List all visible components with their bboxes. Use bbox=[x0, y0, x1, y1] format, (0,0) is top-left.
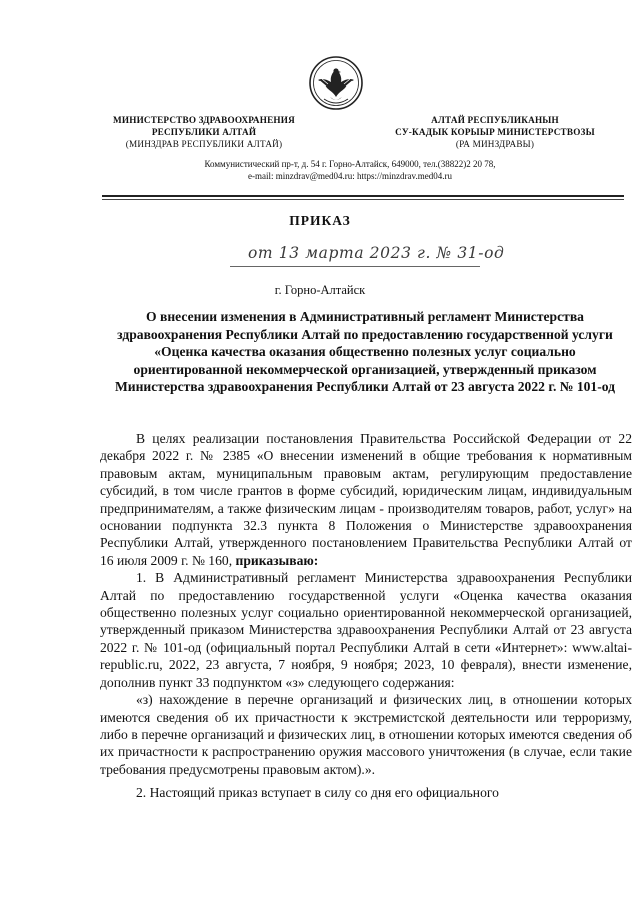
ministry-name-ru: МИНИСТЕРСТВО ЗДРАВООХРАНЕНИЯ bbox=[113, 115, 295, 125]
email-web-line: e-mail: minzdrav@med04.ru: https://minzdrav.med04.ru bbox=[248, 171, 452, 181]
date-underline bbox=[230, 266, 480, 267]
paragraph-item-2: 2. Настоящий приказ вступает в силу со дня его официального bbox=[136, 785, 499, 801]
preamble-text: В целях реализации постановления Правительства Российской Федерации от 22 декабря 2022 г. № 2385 «О внесении изменений в общие требования к нормативным правовым актам, муниципальным правовым актам, регулирующим предоставление субсидий, в том числе грантов в форме субсидий, юридическим лицам, индивидуальным предпринимателям, а также физическим лицам - производителям товаров, работ, услуг» на основании подпункта 32.3 пункта 8 Положения о Министерстве здравоохранения Республики Алтай, утвержденного постановлением Правительства Республики Алтай от 16 июля 2009 г. № 160, bbox=[100, 431, 632, 568]
order-heading: О внесении изменения в Административный регламент Министерства здравоохранения Республики Алтай по предоставлению государственной услуги «Оценка качества оказания общественно полезных услуг социально ориентированной некоммерческой организацией, утвержденный приказом Министерства здравоохранения Республики Алтай от 23 августа 2022 г. № 101-од bbox=[114, 309, 616, 394]
paragraph-preamble bbox=[100, 430, 632, 569]
header-right-block bbox=[382, 114, 608, 150]
contact-info bbox=[150, 158, 550, 182]
ministry-short-ru: (МИНЗДРАВ РЕСПУБЛИКИ АЛТАЙ) bbox=[125, 139, 283, 149]
republic-name-ru: РЕСПУБЛИКИ АЛТАЙ bbox=[151, 127, 257, 137]
paragraph-subitem-z: «з) нахождение в перечне организаций и физических лиц, в отношении которых имеются сведения об их причастности к экстремистской деятельности или терроризму, либо в перечне организаций и физических лиц, в отношении которых имеются сведения об их причастности к распространению оружия массового уничтожения (в случае, если такие требования предусмотрены правовым актом).». bbox=[100, 692, 632, 777]
handwritten-date-number: от 13 марта 2023 г. № 31-од bbox=[248, 244, 505, 262]
republic-name-alt: АЛТАЙ РЕСПУБЛИКАНЫН bbox=[431, 115, 559, 125]
order-body bbox=[100, 430, 632, 802]
ministry-short-alt: (РА МИНЗДРАВЫ) bbox=[455, 139, 535, 149]
coat-of-arms-icon bbox=[308, 55, 364, 111]
header-divider-thick bbox=[102, 195, 624, 197]
ministry-name-alt: СУ-КАДЫК КОРЫЫР МИНИСТЕРСТВОЗЫ bbox=[395, 127, 595, 137]
header-divider-thin bbox=[102, 199, 624, 200]
paragraph-item-1: 1. В Административный регламент Министерства здравоохранения Республики Алтай по предоставлению государственной услуги «Оценка качества оказания общественно полезных услуг социально ориентированной некоммерческой организацией, утвержденный приказом Министерства здравоохранения Республики Алтай от 23 августа 2022 г. № 101-од (официальный портал Республики Алтай в сети «Интернет»: www.altai-republic.ru, 2022, 23 августа, 7 ноября, 9 ноября; 2023, 10 февраля), внести изменение, дополнив пункт 33 подпунктом «з» следующего содержания: bbox=[100, 570, 632, 690]
header-left-block bbox=[92, 114, 316, 150]
city-line: г. Горно-Алтайск bbox=[274, 283, 366, 297]
order-verb: приказываю: bbox=[235, 552, 319, 568]
document-type-title: ПРИКАЗ bbox=[289, 213, 351, 228]
address-line: Коммунистический пр-т, д. 54 г. Горно-Алтайск, 649000, тел.(38822)2 20 78, bbox=[204, 159, 496, 169]
